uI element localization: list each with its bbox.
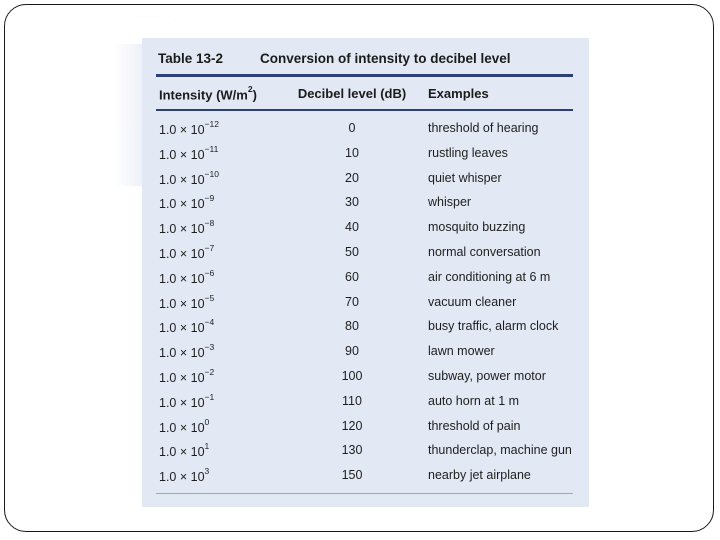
cell-example: air conditioning at 6 m bbox=[428, 269, 551, 284]
cell-example: threshold of pain bbox=[428, 418, 521, 433]
intensity-exponent: −5 bbox=[204, 292, 215, 303]
cell-decibel: 10 bbox=[345, 145, 359, 160]
table-row bbox=[142, 364, 589, 389]
cell-example: rustling leaves bbox=[428, 145, 508, 160]
table-number: Table 13-2 bbox=[158, 51, 224, 66]
cell-intensity bbox=[159, 242, 215, 262]
header-examples: Examples bbox=[428, 86, 489, 101]
intensity-base: 1.0 × 10 bbox=[159, 271, 205, 286]
intensity-base: 1.0 × 10 bbox=[159, 395, 205, 410]
intensity-exponent: 1 bbox=[204, 441, 210, 452]
cell-decibel: 120 bbox=[341, 418, 363, 433]
intensity-base: 1.0 × 10 bbox=[159, 470, 205, 485]
intensity-exponent: −7 bbox=[204, 242, 215, 253]
header-intensity-sup: 2 bbox=[247, 84, 253, 94]
cell-intensity bbox=[159, 220, 214, 236]
intensity-exponent: −8 bbox=[204, 218, 215, 229]
bottom-rule bbox=[156, 493, 573, 494]
intensity-exponent: 0 bbox=[204, 416, 210, 427]
table-row bbox=[142, 141, 589, 166]
cell-intensity bbox=[159, 267, 215, 286]
table-row bbox=[142, 339, 589, 364]
cell-intensity bbox=[159, 468, 209, 484]
cell-example: quiet whisper bbox=[428, 170, 502, 185]
cell-example: lawn mower bbox=[428, 344, 495, 359]
intensity-base: 1.0 × 10 bbox=[159, 222, 205, 237]
cell-decibel: 70 bbox=[345, 294, 359, 309]
table-caption bbox=[158, 51, 579, 66]
intensity-exponent: −2 bbox=[204, 366, 215, 377]
cell-example: normal conversation bbox=[428, 244, 541, 259]
table-row bbox=[142, 240, 589, 265]
table-row bbox=[142, 438, 589, 463]
cell-decibel: 40 bbox=[345, 220, 359, 235]
cell-decibel: 50 bbox=[345, 244, 359, 259]
cell-example: mosquito buzzing bbox=[428, 220, 526, 235]
intensity-base: 1.0 × 10 bbox=[159, 147, 205, 162]
intensity-base: 1.0 × 10 bbox=[159, 321, 205, 336]
cell-intensity bbox=[159, 366, 215, 386]
cell-example: threshold of hearing bbox=[428, 121, 539, 135]
table-panel bbox=[142, 38, 589, 507]
cell-decibel: 110 bbox=[342, 393, 362, 408]
cell-example: thunderclap, machine gun bbox=[428, 443, 572, 458]
cell-intensity bbox=[159, 195, 214, 211]
intensity-exponent: −3 bbox=[204, 342, 215, 353]
cell-decibel: 150 bbox=[341, 468, 363, 483]
intensity-base: 1.0 × 10 bbox=[159, 445, 205, 460]
cell-intensity bbox=[159, 121, 219, 137]
cell-decibel: 130 bbox=[341, 443, 363, 458]
intensity-exponent: −6 bbox=[204, 267, 215, 278]
intensity-base: 1.0 × 10 bbox=[159, 197, 205, 212]
intensity-exponent: −1 bbox=[204, 391, 215, 402]
intensity-base: 1.0 × 10 bbox=[159, 420, 205, 435]
table-row bbox=[142, 414, 589, 439]
cell-example: nearby jet airplane bbox=[428, 468, 531, 483]
table-row bbox=[142, 215, 589, 240]
cell-intensity bbox=[159, 319, 214, 335]
table-row bbox=[142, 389, 589, 414]
table-row bbox=[142, 314, 589, 339]
left-shade-decoration bbox=[114, 44, 142, 186]
table-header-row bbox=[142, 86, 589, 106]
cell-intensity bbox=[159, 168, 219, 187]
cell-intensity bbox=[159, 143, 219, 162]
cell-decibel: 80 bbox=[345, 319, 359, 334]
header-intensity-label: Intensity (W/m bbox=[159, 87, 248, 103]
intensity-base: 1.0 × 10 bbox=[159, 371, 205, 386]
cell-decibel: 30 bbox=[345, 195, 359, 210]
cell-decibel: 90 bbox=[345, 344, 359, 359]
faint-header-text: · · · · · · · bbox=[138, 13, 170, 20]
intensity-exponent: −9 bbox=[204, 193, 215, 204]
cell-intensity bbox=[159, 344, 214, 360]
intensity-exponent: 3 bbox=[204, 466, 210, 477]
header-intensity-close: ) bbox=[252, 87, 257, 103]
table-row bbox=[142, 463, 589, 488]
cell-intensity bbox=[159, 443, 209, 459]
cell-example: subway, power motor bbox=[428, 368, 546, 383]
header-intensity bbox=[159, 86, 257, 102]
table-body bbox=[142, 116, 589, 488]
intensity-exponent: −10 bbox=[204, 168, 219, 179]
cell-decibel: 20 bbox=[345, 170, 359, 185]
intensity-base: 1.0 × 10 bbox=[159, 247, 205, 262]
top-rule bbox=[156, 74, 573, 77]
intensity-exponent: −11 bbox=[204, 143, 219, 154]
intensity-exponent: −12 bbox=[204, 119, 219, 129]
cell-decibel: 60 bbox=[345, 269, 359, 284]
cell-decibel: 0 bbox=[348, 121, 356, 135]
cell-example: auto horn at 1 m bbox=[428, 393, 520, 408]
cell-intensity bbox=[159, 391, 215, 410]
table-title: Conversion of intensity to decibel level bbox=[260, 51, 511, 66]
cell-intensity bbox=[159, 416, 210, 435]
header-rule bbox=[156, 109, 573, 111]
cell-example: whisper bbox=[428, 195, 472, 210]
cell-decibel: 100 bbox=[341, 368, 363, 383]
table-row bbox=[142, 265, 589, 290]
table-row bbox=[142, 290, 589, 315]
table-row bbox=[142, 116, 589, 141]
table-row bbox=[142, 166, 589, 191]
intensity-base: 1.0 × 10 bbox=[159, 172, 205, 187]
intensity-base: 1.0 × 10 bbox=[159, 346, 205, 361]
cell-example: busy traffic, alarm clock bbox=[428, 319, 559, 334]
cell-example: vacuum cleaner bbox=[428, 294, 517, 309]
intensity-exponent: −4 bbox=[204, 317, 215, 328]
cell-intensity bbox=[159, 292, 215, 311]
table-row bbox=[142, 190, 589, 215]
intensity-base: 1.0 × 10 bbox=[159, 123, 205, 138]
header-decibel: Decibel level (dB) bbox=[297, 86, 407, 101]
intensity-base: 1.0 × 10 bbox=[159, 296, 205, 311]
